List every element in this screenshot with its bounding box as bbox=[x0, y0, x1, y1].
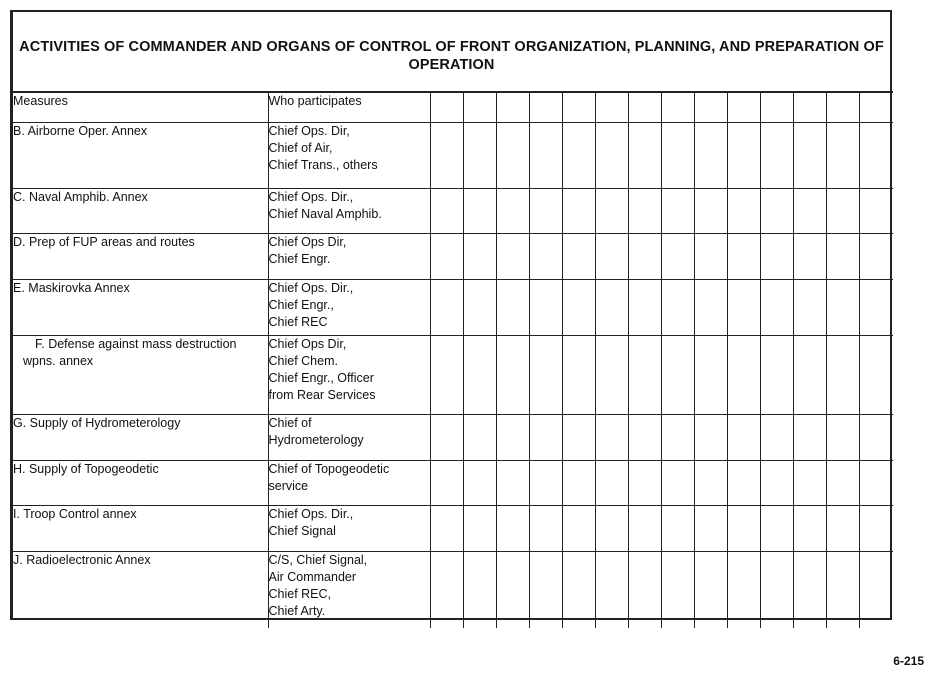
blank-cell bbox=[595, 335, 628, 414]
blank-cell bbox=[430, 233, 463, 279]
blank-cell bbox=[694, 188, 727, 233]
blank-cell bbox=[793, 414, 826, 460]
blank-cell bbox=[562, 335, 595, 414]
blank-cell bbox=[529, 92, 562, 122]
blank-cell bbox=[793, 460, 826, 505]
measure-cell: E. Maskirovka Annex bbox=[13, 279, 268, 335]
blank-cell bbox=[727, 92, 760, 122]
blank-cell bbox=[496, 122, 529, 188]
header-row bbox=[13, 92, 893, 122]
blank-cell bbox=[694, 414, 727, 460]
blank-cell bbox=[661, 122, 694, 188]
table-row bbox=[13, 505, 893, 551]
participants-cell: Chief of Hydrometerology bbox=[268, 414, 430, 460]
blank-cell bbox=[694, 122, 727, 188]
blank-cell bbox=[727, 279, 760, 335]
blank-cell bbox=[496, 188, 529, 233]
blank-cell bbox=[496, 279, 529, 335]
measure-cell: F. Defense against mass destruction wpns. annex bbox=[13, 335, 268, 414]
blank-cell bbox=[496, 505, 529, 551]
blank-cell bbox=[859, 505, 893, 551]
blank-cell bbox=[595, 122, 628, 188]
blank-cell bbox=[760, 551, 793, 628]
blank-cell bbox=[430, 414, 463, 460]
blank-cell bbox=[562, 279, 595, 335]
blank-cell bbox=[628, 233, 661, 279]
blank-cell bbox=[463, 92, 496, 122]
participants-cell: Chief Ops. Dir., Chief Engr., Chief REC bbox=[268, 279, 430, 335]
measures-header: Measures bbox=[13, 92, 268, 122]
blank-cell bbox=[430, 188, 463, 233]
participants-cell: Chief Ops. Dir., Chief Naval Amphib. bbox=[268, 188, 430, 233]
blank-cell bbox=[529, 188, 562, 233]
blank-cell bbox=[760, 460, 793, 505]
blank-cell bbox=[826, 122, 859, 188]
blank-cell bbox=[595, 414, 628, 460]
blank-cell bbox=[694, 335, 727, 414]
blank-cell bbox=[628, 551, 661, 628]
blank-cell bbox=[430, 279, 463, 335]
blank-cell bbox=[826, 335, 859, 414]
blank-cell bbox=[562, 122, 595, 188]
blank-cell bbox=[430, 335, 463, 414]
blank-cell bbox=[628, 335, 661, 414]
blank-cell bbox=[529, 505, 562, 551]
page-title: ACTIVITIES OF COMMANDER AND ORGANS OF CONTROL OF FRONT ORGANIZATION, PLANNING, AND PREPARATION OF OPERATION bbox=[19, 39, 884, 73]
blank-cell bbox=[727, 414, 760, 460]
blank-cell bbox=[793, 551, 826, 628]
blank-cell bbox=[661, 505, 694, 551]
blank-cell bbox=[859, 92, 893, 122]
blank-cell bbox=[661, 233, 694, 279]
blank-cell bbox=[793, 188, 826, 233]
blank-cell bbox=[826, 92, 859, 122]
blank-cell bbox=[727, 122, 760, 188]
table-row bbox=[13, 551, 893, 628]
blank-cell bbox=[463, 188, 496, 233]
table-row bbox=[13, 233, 893, 279]
blank-cell bbox=[595, 460, 628, 505]
blank-cell bbox=[826, 414, 859, 460]
blank-cell bbox=[562, 505, 595, 551]
blank-cell bbox=[595, 551, 628, 628]
blank-cell bbox=[562, 460, 595, 505]
blank-cell bbox=[463, 233, 496, 279]
blank-cell bbox=[628, 460, 661, 505]
measure-cell: G. Supply of Hydrometerology bbox=[13, 414, 268, 460]
blank-cell bbox=[463, 279, 496, 335]
participants-cell: C/S, Chief Signal, Air Commander Chief REC, Chief Arty. bbox=[268, 551, 430, 628]
blank-cell bbox=[529, 233, 562, 279]
blank-cell bbox=[496, 460, 529, 505]
blank-cell bbox=[628, 414, 661, 460]
blank-cell bbox=[430, 92, 463, 122]
blank-cell bbox=[793, 279, 826, 335]
blank-cell bbox=[562, 188, 595, 233]
blank-cell bbox=[430, 460, 463, 505]
blank-cell bbox=[595, 92, 628, 122]
blank-cell bbox=[430, 505, 463, 551]
table-row bbox=[13, 460, 893, 505]
blank-cell bbox=[793, 233, 826, 279]
blank-cell bbox=[727, 233, 760, 279]
table-row bbox=[13, 188, 893, 233]
table-row bbox=[13, 279, 893, 335]
blank-cell bbox=[562, 92, 595, 122]
blank-cell bbox=[760, 92, 793, 122]
blank-cell bbox=[529, 414, 562, 460]
blank-cell bbox=[496, 551, 529, 628]
blank-cell bbox=[661, 188, 694, 233]
measure-cell: B. Airborne Oper. Annex bbox=[13, 122, 268, 188]
blank-cell bbox=[628, 279, 661, 335]
measure-cell: J. Radioelectronic Annex bbox=[13, 551, 268, 628]
blank-cell bbox=[463, 122, 496, 188]
blank-cell bbox=[463, 460, 496, 505]
measure-cell: C. Naval Amphib. Annex bbox=[13, 188, 268, 233]
blank-cell bbox=[760, 122, 793, 188]
blank-cell bbox=[529, 335, 562, 414]
measure-cell: H. Supply of Topogeodetic bbox=[13, 460, 268, 505]
table-row bbox=[13, 414, 893, 460]
blank-cell bbox=[760, 505, 793, 551]
blank-cell bbox=[529, 551, 562, 628]
blank-cell bbox=[628, 505, 661, 551]
blank-cell bbox=[727, 505, 760, 551]
blank-cell bbox=[463, 335, 496, 414]
blank-cell bbox=[826, 279, 859, 335]
blank-cell bbox=[760, 233, 793, 279]
blank-cell bbox=[859, 460, 893, 505]
participants-header: Who participates bbox=[268, 92, 430, 122]
blank-cell bbox=[826, 188, 859, 233]
page-number: 6-215 bbox=[893, 654, 924, 668]
blank-cell bbox=[694, 551, 727, 628]
blank-cell bbox=[562, 233, 595, 279]
blank-cell bbox=[496, 233, 529, 279]
blank-cell bbox=[859, 279, 893, 335]
blank-cell bbox=[463, 551, 496, 628]
blank-cell bbox=[562, 414, 595, 460]
blank-cell bbox=[661, 460, 694, 505]
activities-table bbox=[13, 91, 893, 628]
blank-cell bbox=[859, 188, 893, 233]
participants-cell: Chief Ops. Dir., Chief Signal bbox=[268, 505, 430, 551]
table-row bbox=[13, 122, 893, 188]
blank-cell bbox=[793, 122, 826, 188]
blank-cell bbox=[595, 188, 628, 233]
blank-cell bbox=[529, 460, 562, 505]
blank-cell bbox=[595, 279, 628, 335]
table-row bbox=[13, 335, 893, 414]
participants-cell: Chief Ops. Dir, Chief of Air, Chief Trans., others bbox=[268, 122, 430, 188]
participants-cell: Chief of Topogeodetic service bbox=[268, 460, 430, 505]
participants-cell: Chief Ops Dir, Chief Chem. Chief Engr., Officer from Rear Services bbox=[268, 335, 430, 414]
blank-cell bbox=[661, 92, 694, 122]
table-frame bbox=[10, 10, 892, 620]
blank-cell bbox=[694, 92, 727, 122]
blank-cell bbox=[694, 279, 727, 335]
blank-cell bbox=[727, 460, 760, 505]
blank-cell bbox=[463, 505, 496, 551]
blank-cell bbox=[529, 122, 562, 188]
blank-cell bbox=[859, 122, 893, 188]
blank-cell bbox=[661, 551, 694, 628]
blank-cell bbox=[463, 414, 496, 460]
blank-cell bbox=[628, 188, 661, 233]
blank-cell bbox=[496, 335, 529, 414]
blank-cell bbox=[793, 335, 826, 414]
blank-cell bbox=[694, 460, 727, 505]
blank-cell bbox=[727, 188, 760, 233]
blank-cell bbox=[760, 414, 793, 460]
blank-cell bbox=[727, 335, 760, 414]
blank-cell bbox=[826, 233, 859, 279]
blank-cell bbox=[595, 233, 628, 279]
blank-cell bbox=[760, 188, 793, 233]
blank-cell bbox=[661, 335, 694, 414]
blank-cell bbox=[793, 505, 826, 551]
blank-cell bbox=[859, 414, 893, 460]
blank-cell bbox=[859, 335, 893, 414]
blank-cell bbox=[859, 551, 893, 628]
blank-cell bbox=[628, 92, 661, 122]
blank-cell bbox=[595, 505, 628, 551]
blank-cell bbox=[694, 233, 727, 279]
blank-cell bbox=[661, 414, 694, 460]
blank-cell bbox=[430, 551, 463, 628]
blank-cell bbox=[826, 505, 859, 551]
measure-cell: D. Prep of FUP areas and routes bbox=[13, 233, 268, 279]
blank-cell bbox=[760, 279, 793, 335]
blank-cell bbox=[496, 92, 529, 122]
blank-cell bbox=[529, 279, 562, 335]
blank-cell bbox=[793, 92, 826, 122]
blank-cell bbox=[430, 122, 463, 188]
blank-cell bbox=[760, 335, 793, 414]
blank-cell bbox=[859, 233, 893, 279]
blank-cell bbox=[562, 551, 595, 628]
blank-cell bbox=[694, 505, 727, 551]
blank-cell bbox=[628, 122, 661, 188]
blank-cell bbox=[496, 414, 529, 460]
participants-cell: Chief Ops Dir, Chief Engr. bbox=[268, 233, 430, 279]
blank-cell bbox=[826, 460, 859, 505]
blank-cell bbox=[826, 551, 859, 628]
blank-cell bbox=[727, 551, 760, 628]
blank-cell bbox=[661, 279, 694, 335]
measure-cell: I. Troop Control annex bbox=[13, 505, 268, 551]
